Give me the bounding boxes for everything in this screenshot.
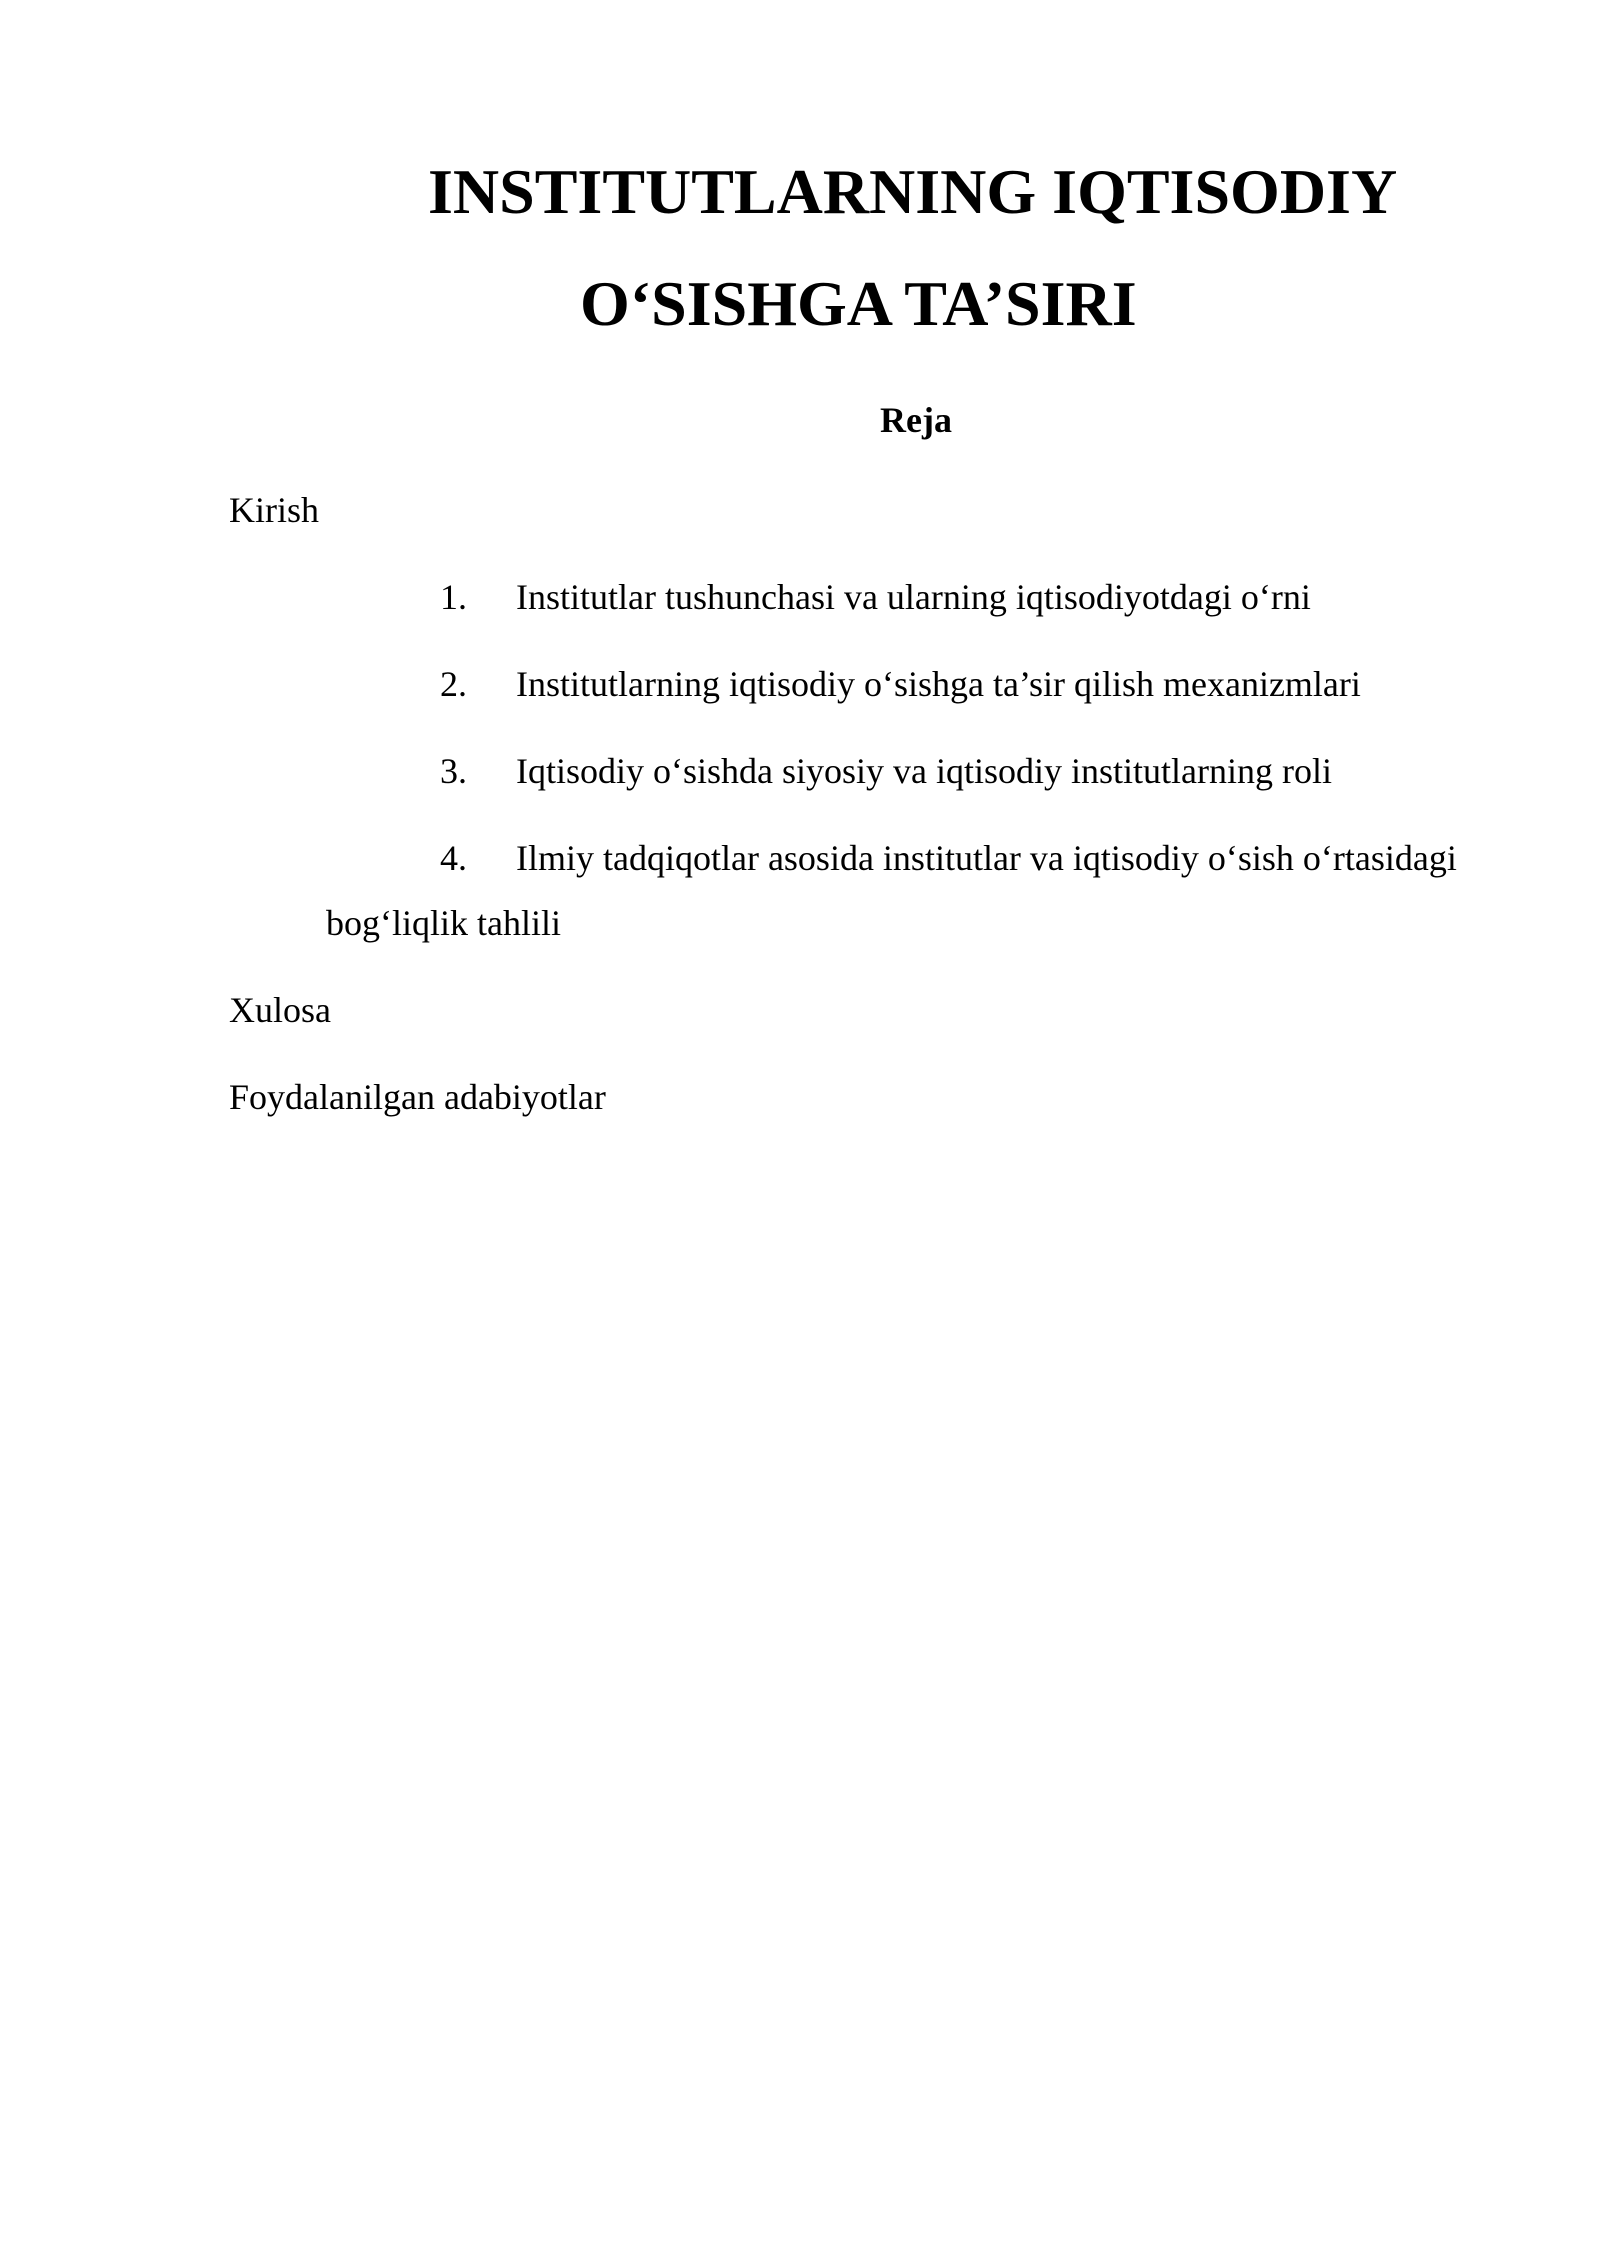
list-item-1-text: Institutlar tushunchasi va ularning iqtisodiyotdagi o‘rni (516, 577, 1311, 617)
list-item-4-text: Ilmiy tadqiqotlar asosida institutlar va iqtisodiy o‘sish o‘rtasidagi (516, 838, 1457, 878)
list-item-2-number: 2. (440, 664, 467, 704)
list-item-1-number: 1. (440, 577, 467, 617)
references-item: Foydalanilgan adabiyotlar (229, 1077, 606, 1117)
plan-heading: Reja (880, 400, 952, 440)
intro-item: Kirish (229, 490, 319, 530)
title-line-2-text: O‘SISHGA TA’SIRI (580, 268, 1137, 339)
list-item-4-number: 4. (440, 838, 467, 878)
list-item-2-text: Institutlarning iqtisodiy o‘sishga ta’sir qilish mexanizmlari (516, 664, 1361, 704)
list-item-4-continuation: bog‘liqlik tahlili (326, 903, 561, 943)
list-item-3-text: Iqtisodiy o‘sishda siyosiy va iqtisodiy institutlarning roli (516, 751, 1332, 791)
conclusion-item: Xulosa (229, 990, 331, 1030)
title-line-1-text: INSTITUTLARNING IQTISODIY (428, 156, 1398, 227)
list-item-3-number: 3. (440, 751, 467, 791)
